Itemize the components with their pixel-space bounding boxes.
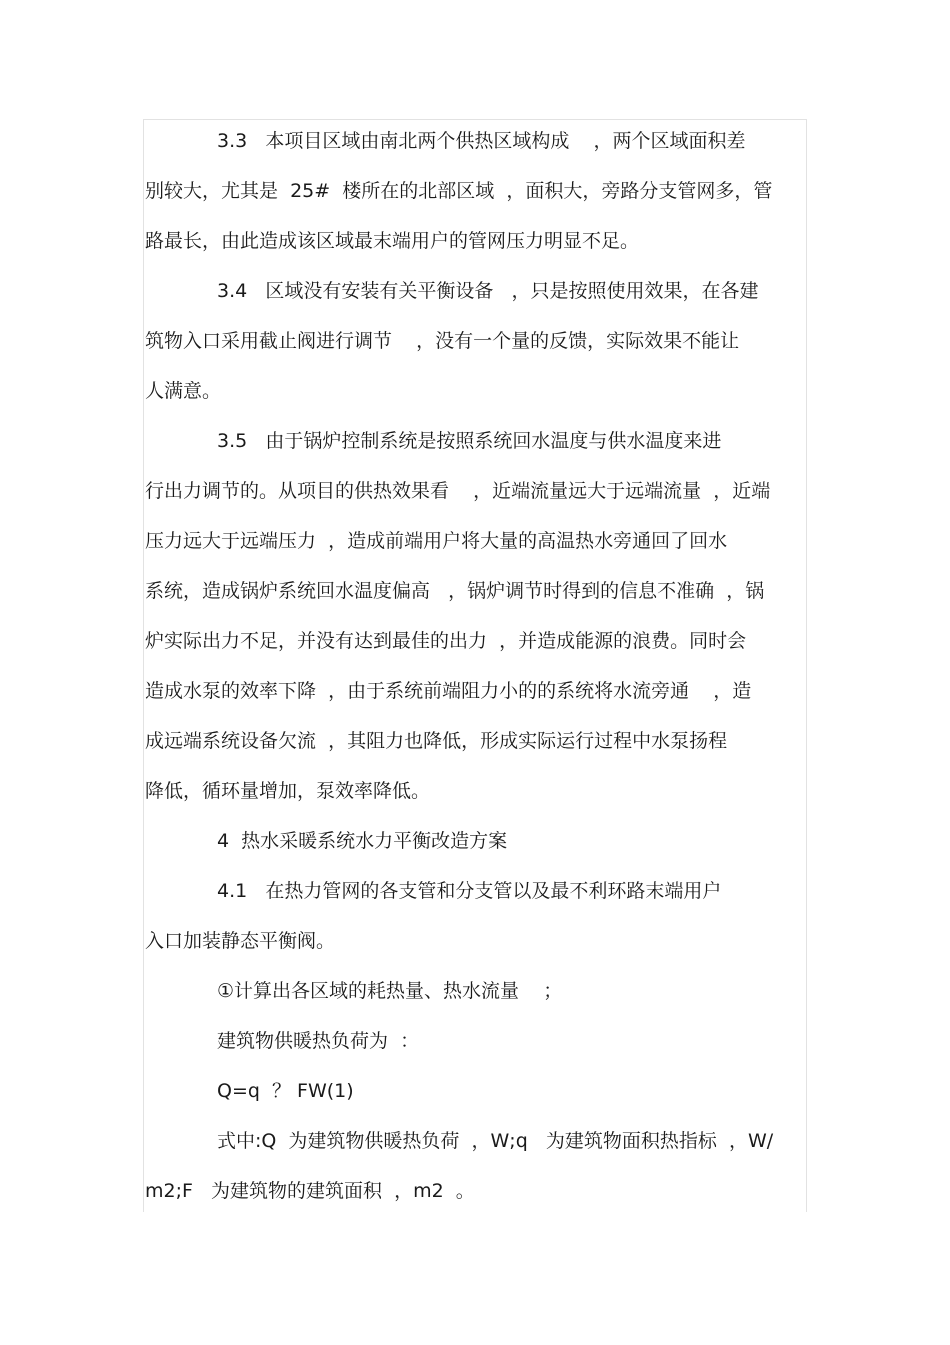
- paragraph-4-1-line-1: 4.1 在热力管网的各支管和分支管以及最不利环路末端用户: [217, 880, 722, 902]
- heat-load-label: 建筑物供暖热负荷为 ：: [217, 1030, 420, 1052]
- paragraph-3-4-line-1: 3.4 区域没有安装有关平衡设备 ，只是按照使用效果，在各建: [217, 280, 759, 302]
- page-border-left: [143, 119, 144, 1212]
- paragraph-3-5-line-2: 行出力调节的。从项目的供热效果看 ，近端流量远大于远端流量 ，近端: [145, 480, 771, 502]
- paragraph-3-5-line-7: 成远端系统设备欠流 ，其阻力也降低，形成实际运行过程中水泵扬程: [145, 730, 728, 752]
- formula-explanation-line-2: m2;F 为建筑物的建筑面积 ，m2 。: [145, 1180, 475, 1202]
- paragraph-3-5-line-3: 压力远大于远端压力 ，造成前端用户将大量的高温热水旁通回了回水: [145, 530, 728, 552]
- page-border-right: [806, 119, 807, 1212]
- paragraph-3-5-line-6: 造成水泵的效率下降 ，由于系统前端阻力小的的系统将水流旁通 ，造: [145, 680, 752, 702]
- paragraph-3-3-line-2: 别较大，尤其是 25# 楼所在的北部区域 ，面积大，旁路分支管网多，管: [145, 180, 773, 202]
- paragraph-3-4-line-3: 人满意。: [145, 380, 222, 402]
- paragraph-3-5-line-4: 系统，造成锅炉系统回水温度偏高 ，锅炉调节时得到的信息不准确 ，锅: [145, 580, 765, 602]
- paragraph-3-3-line-3: 路最长，由此造成该区域最末端用户的管网压力明显不足。: [145, 230, 640, 252]
- paragraph-4-1-line-2: 入口加装静态平衡阀。: [145, 930, 336, 952]
- step-1-text: ①计算出各区域的耗热量、热水流量 ；: [217, 980, 563, 1002]
- section-4-heading: 4 热水采暖系统水力平衡改造方案: [217, 830, 508, 852]
- paragraph-3-5-line-5: 炉实际出力不足，并没有达到最佳的出力 ，并造成能源的浪费。同时会: [145, 630, 747, 652]
- formula-explanation-line-1: 式中:Q 为建筑物供暖热负荷 ，W;q 为建筑物面积热指标 ，W/: [217, 1130, 774, 1152]
- paragraph-3-3-line-1: 3.3 本项目区域由南北两个供热区域构成 ，两个区域面积差: [217, 130, 746, 152]
- paragraph-3-5-line-1: 3.5 由于锅炉控制系统是按照系统回水温度与供水温度来进: [217, 430, 722, 452]
- formula: Q=q ？ FW(1): [217, 1080, 354, 1102]
- paragraph-3-4-line-2: 筑物入口采用截止阀进行调节 ，没有一个量的反馈，实际效果不能让: [145, 330, 740, 352]
- page-border-top: [143, 119, 807, 120]
- paragraph-3-5-line-8: 降低，循环量增加，泵效率降低。: [145, 780, 431, 802]
